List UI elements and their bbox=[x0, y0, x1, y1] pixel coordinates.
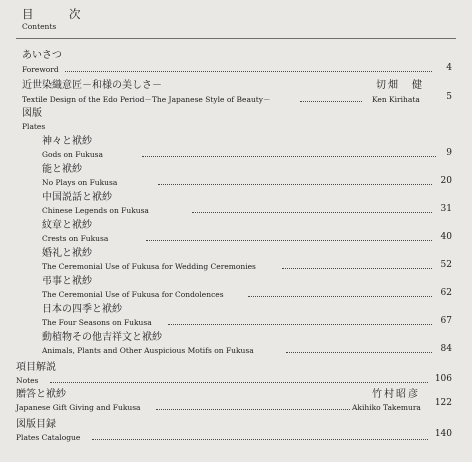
toc-entry-en-crests: Crests on Fukusa bbox=[42, 234, 109, 243]
page-number: 122 bbox=[434, 398, 452, 408]
author-jp: 竹村昭彦 bbox=[372, 389, 420, 400]
page-number: 52 bbox=[440, 260, 452, 270]
toc-entry-en-auspicious-motifs: Animals, Plants and Other Auspicious Motifs on Fukusa bbox=[42, 346, 254, 355]
page-number: 67 bbox=[440, 316, 452, 326]
toc-entry-en-foreword: Foreword bbox=[22, 65, 59, 74]
toc-entry-jp-textile-design: 近世染織意匠－和様の美しさ－ bbox=[22, 80, 162, 91]
page-number: 9 bbox=[446, 148, 452, 158]
toc-entry-jp-gift-giving: 贈答と袱紗 bbox=[16, 389, 66, 400]
toc-entry-en-textile-design: Textile Design of the Edo Period－The Japanese Style of Beauty－ bbox=[22, 95, 271, 104]
toc-entry-en-plates-catalogue: Plates Catalogue bbox=[16, 433, 81, 442]
page-number: 20 bbox=[440, 176, 452, 186]
leader-dots bbox=[142, 156, 436, 157]
toc-entry-jp-auspicious-motifs: 動植物その他吉祥文と袱紗 bbox=[42, 332, 162, 343]
toc-entry-jp-four-seasons: 日本の四季と袱紗 bbox=[42, 304, 122, 315]
toc-entry-en-notes: Notes bbox=[16, 376, 39, 385]
leader-dots bbox=[282, 268, 432, 269]
page-number: 5 bbox=[446, 92, 452, 102]
toc-entry-jp-notes: 項目解説 bbox=[16, 362, 56, 373]
toc-entry-en-chinese-legends: Chinese Legends on Fukusa bbox=[42, 206, 149, 215]
page-number: 62 bbox=[440, 288, 452, 298]
leader-dots bbox=[156, 409, 350, 410]
toc-entry-jp-gods: 神々と袱紗 bbox=[42, 136, 92, 147]
leader-dots bbox=[192, 212, 432, 213]
toc-section-jp-plates: 図版 bbox=[22, 108, 42, 119]
leader-dots bbox=[92, 439, 428, 440]
toc-entry-jp-plates-catalogue: 図版目録 bbox=[16, 419, 56, 430]
toc-entry-jp-foreword: あいさつ bbox=[22, 50, 62, 61]
page-number: 40 bbox=[440, 232, 452, 242]
page-number: 106 bbox=[434, 374, 452, 384]
toc-entry-en-gods: Gods on Fukusa bbox=[42, 150, 103, 159]
toc-entry-en-wedding: The Ceremonial Use of Fukusa for Wedding Ceremonies bbox=[42, 262, 256, 271]
header-divider bbox=[16, 38, 456, 39]
toc-entry-jp-condolences: 弔事と袱紗 bbox=[42, 276, 92, 287]
toc-section-en-plates: Plates bbox=[22, 122, 46, 131]
toc-entry-jp-wedding: 婚礼と袱紗 bbox=[42, 248, 92, 259]
toc-entry-en-four-seasons: The Four Seasons on Fukusa bbox=[42, 318, 152, 327]
leader-dots bbox=[300, 101, 362, 102]
leader-dots bbox=[146, 240, 432, 241]
leader-dots bbox=[50, 382, 428, 383]
leader-dots bbox=[168, 324, 432, 325]
page-number: 84 bbox=[440, 344, 452, 354]
toc-entry-en-gift-giving: Japanese Gift Giving and Fukusa bbox=[16, 403, 141, 412]
page-title-en: Contents bbox=[22, 22, 57, 31]
author-jp: 切畑 健 bbox=[376, 80, 424, 91]
leader-dots bbox=[286, 352, 432, 353]
page-number: 140 bbox=[434, 429, 452, 439]
toc-entry-en-condolences: The Ceremonial Use of Fukusa for Condolences bbox=[42, 290, 224, 299]
page-number: 4 bbox=[446, 63, 452, 73]
author-en: Ken Kirihata bbox=[372, 95, 420, 104]
leader-dots bbox=[158, 184, 432, 185]
toc-entry-en-no-plays: No Plays on Fukusa bbox=[42, 178, 118, 187]
toc-entry-jp-crests: 紋章と袱紗 bbox=[42, 220, 92, 231]
toc-entry-jp-no-plays: 能と袱紗 bbox=[42, 164, 82, 175]
page-title-jp: 目 次 bbox=[22, 7, 93, 21]
leader-dots bbox=[248, 296, 432, 297]
author-en: Akihiko Takemura bbox=[352, 403, 421, 412]
leader-dots bbox=[65, 71, 432, 72]
toc-entry-jp-chinese-legends: 中国説話と袱紗 bbox=[42, 192, 112, 203]
page-number: 31 bbox=[440, 204, 452, 214]
